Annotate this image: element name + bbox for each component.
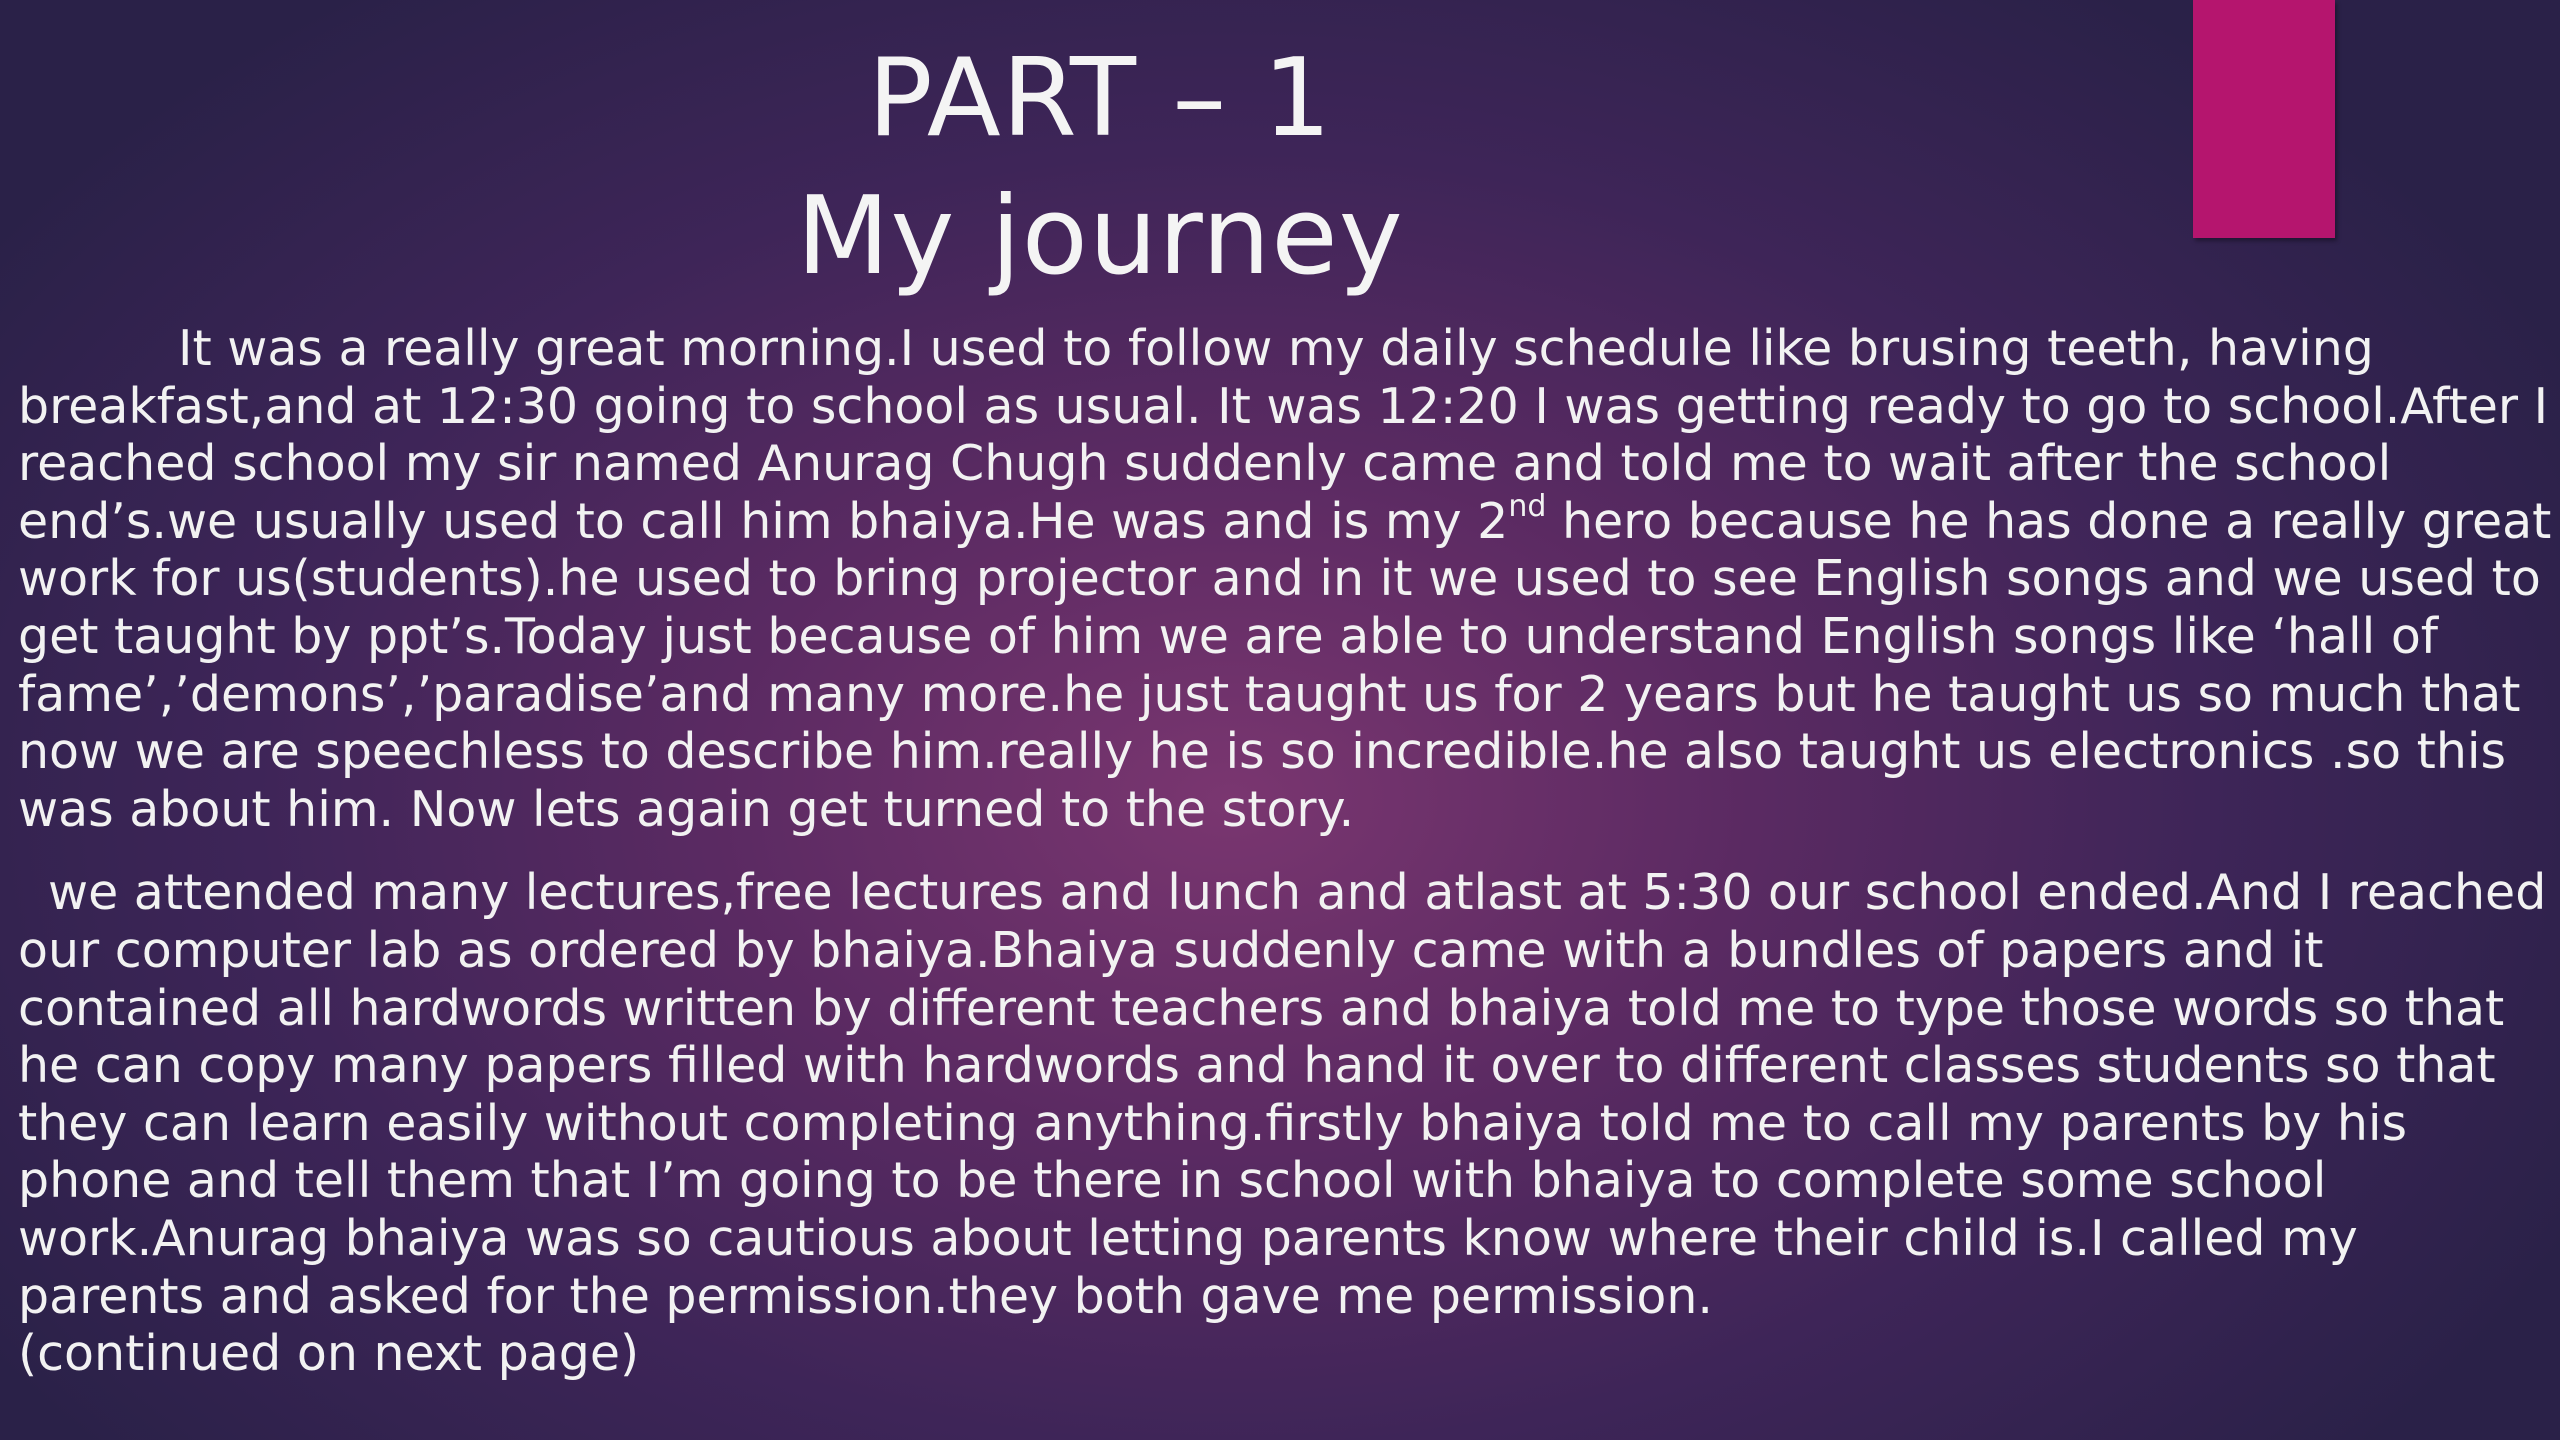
- paragraph-1: [18, 320, 2558, 838]
- paragraph-1-text-a: It was a really great morning.I used to follow my daily schedule like brusing teeth, having breakfast,and at 12:30 going to school as usual. It was 12:20 I was getting ready to go to school.After I reached school my sir named Anurag Chugh suddenly came and told me to wait after the school end’s.we usually used to call him bhaiya.He was and is my 2: [18, 320, 2549, 550]
- slide-title: [560, 30, 1640, 306]
- continued-note: (continued on next page): [18, 1325, 640, 1383]
- paragraph-1-text-b: hero because he has done a really great work for us(students).he used to bring projector and in it we used to see English songs and we used to get taught by ppt’s.Today just because of him we are able to understand English songs like ‘hall of fame’,’demons’,’paradise’and many more.he just taught us for 2 years but he taught us so much that now we are speechless to describe him.really he is so incredible.he also taught us electronics .so this was about him. Now lets again get turned to the story.: [18, 492, 2552, 838]
- title-line-2: My journey: [796, 174, 1404, 299]
- title-line-1: PART – 1: [867, 36, 1333, 161]
- paragraph-2: we attended many lectures,free lectures and lunch and atlast at 5:30 our school ended.And I reached our computer lab as ordered by bhaiya.Bhaiya suddenly came with a bundles of papers and it contained all hardwords written by different teachers and bhaiya told me to type those words so that he can copy many papers filled with hardwords and hand it over to different classes students so that they can learn easily without completing anything.firstly bhaiya told me to call my parents by his phone and tell them that I’m going to be there in school with bhaiya to complete some school work.Anurag bhaiya was so cautious about letting parents know where their child is.I called my parents and asked for the permission.they both gave me permission.: [18, 864, 2547, 1325]
- slide-body: [18, 320, 2558, 1383]
- ordinal-superscript: nd: [1508, 488, 1547, 524]
- accent-bar: [2193, 0, 2335, 238]
